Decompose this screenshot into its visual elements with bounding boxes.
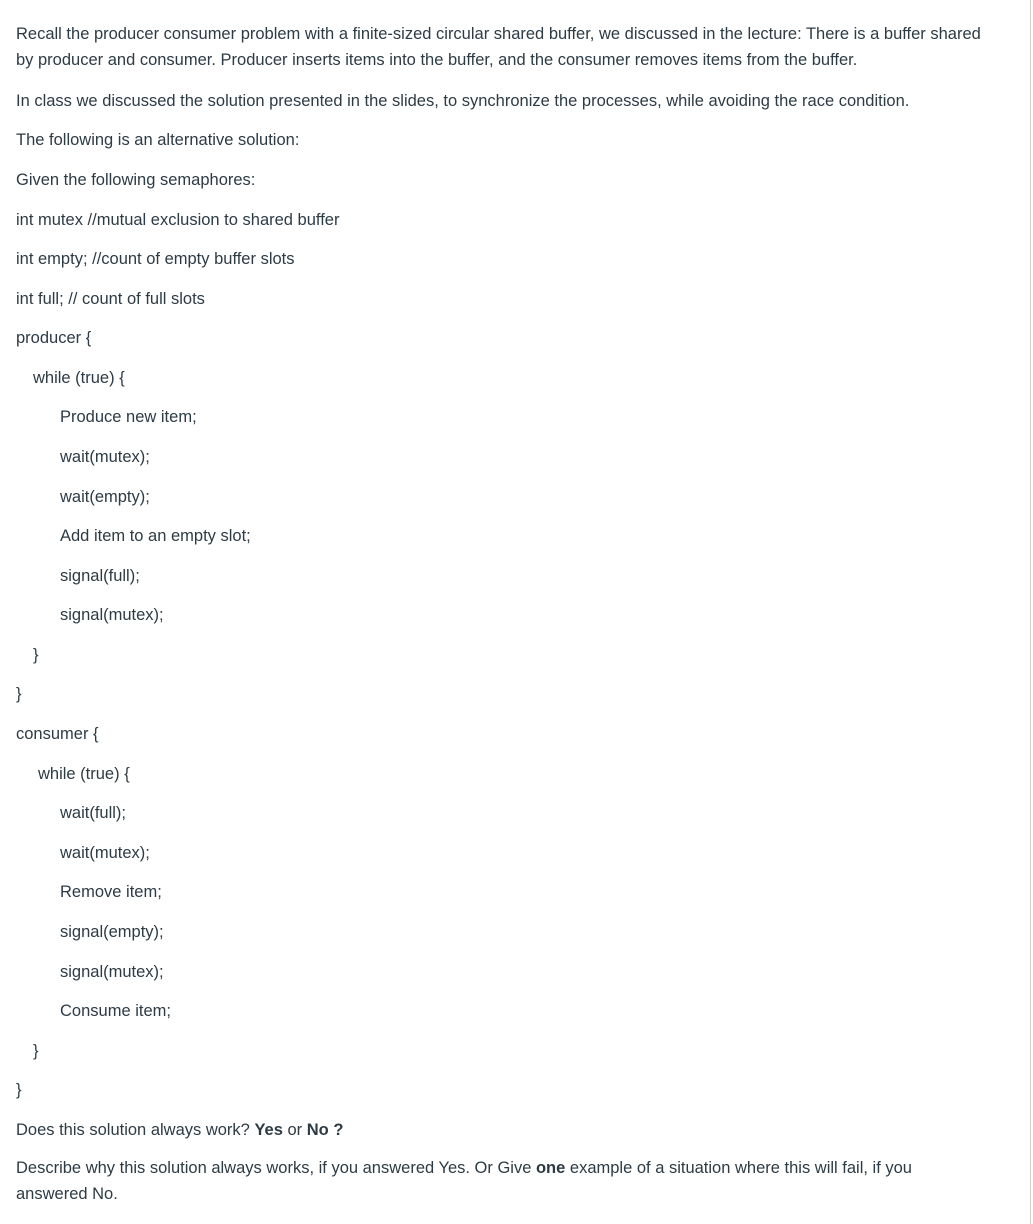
question-or: or xyxy=(282,1121,307,1139)
describe-suffix: example of a situation where this will fail, if you answered No. xyxy=(16,1159,912,1203)
producer-header: producer { xyxy=(16,329,92,347)
class-solution-text: In class we discussed the solution presented in the slides, to synchronize the processes, while avoiding the race condition. xyxy=(16,92,910,110)
consumer-line: wait(full); xyxy=(60,804,127,822)
consumer-close: } xyxy=(16,1081,22,1099)
intro-paragraph: Recall the producer consumer problem with a finite-sized circular shared buffer, we discussed in the lecture: There is a buffer shared by producer and consumer. Producer inserts items into the buffer, and the consumer removes items from the buffer. xyxy=(16,25,981,69)
question-prefix: Does this solution always work? xyxy=(16,1121,255,1139)
describe-paragraph xyxy=(16,1155,976,1207)
consumer-line: Remove item; xyxy=(60,883,162,901)
producer-while-close: } xyxy=(33,646,39,664)
answer-yes: Yes xyxy=(254,1121,283,1139)
semaphore-full: int full; // count of full slots xyxy=(16,290,205,308)
producer-line: signal(full); xyxy=(60,567,140,585)
producer-line: Produce new item; xyxy=(60,408,197,426)
consumer-line: Consume item; xyxy=(60,1002,171,1020)
producer-close: } xyxy=(16,685,22,703)
consumer-line: signal(mutex); xyxy=(60,963,164,981)
producer-line: signal(mutex); xyxy=(60,606,164,624)
producer-line: wait(mutex); xyxy=(60,448,150,466)
semaphore-empty: int empty; //count of empty buffer slots xyxy=(16,250,295,268)
describe-emphasis: one xyxy=(535,1159,566,1177)
producer-line: Add item to an empty slot; xyxy=(60,527,251,545)
alternative-solution-text: The following is an alternative solution: xyxy=(16,131,300,149)
consumer-while: while (true) { xyxy=(38,765,130,783)
consumer-header: consumer { xyxy=(16,725,99,743)
producer-line: wait(empty); xyxy=(60,488,150,506)
semaphore-mutex: int mutex //mutual exclusion to shared buffer xyxy=(16,211,340,229)
producer-while: while (true) { xyxy=(33,369,125,387)
answer-no: No ? xyxy=(306,1121,344,1139)
describe-prefix: Describe why this solution always works, if you answered Yes. Or Give xyxy=(16,1159,536,1177)
semaphores-heading: Given the following semaphores: xyxy=(16,171,256,189)
question-text xyxy=(16,1120,343,1140)
consumer-line: wait(mutex); xyxy=(60,844,150,862)
consumer-line: signal(empty); xyxy=(60,923,164,941)
consumer-while-close: } xyxy=(33,1042,39,1060)
